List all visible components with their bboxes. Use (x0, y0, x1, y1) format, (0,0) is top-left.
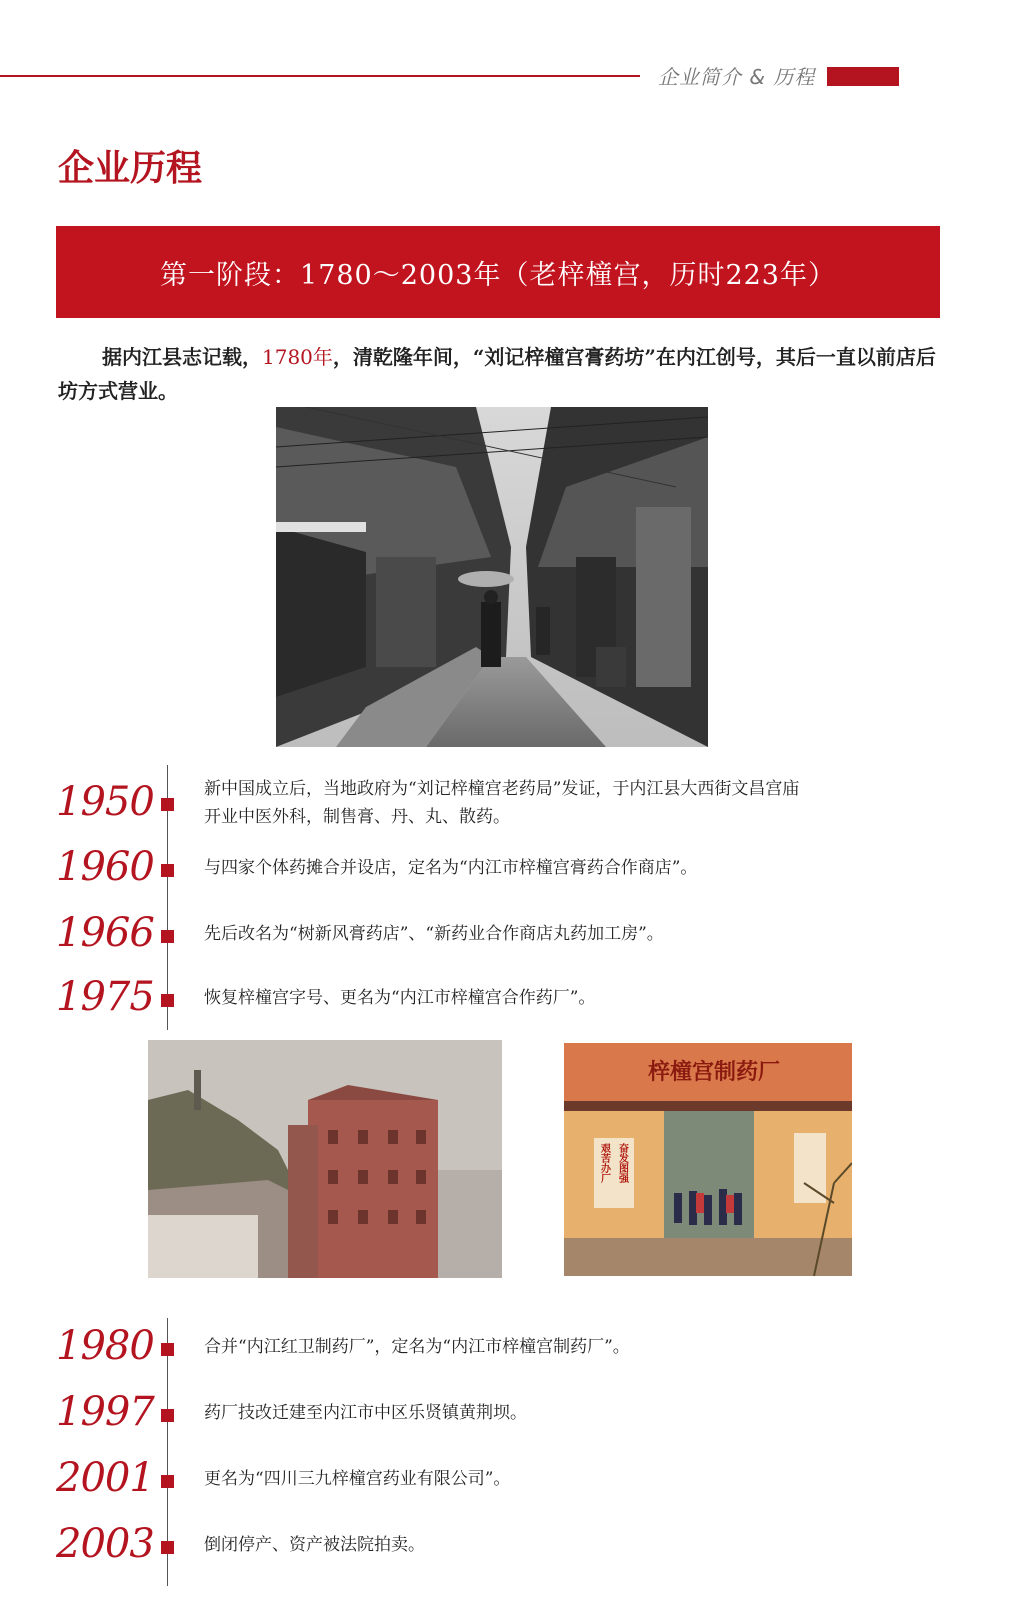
timeline-marker (161, 930, 174, 943)
timeline-1950-1975 (0, 765, 1029, 1030)
timeline-text: 先后改名为“树新风膏药店”、“新药业合作商店丸药加工房”。 (204, 924, 664, 944)
intro-text-before: 据内江县志记载， (102, 345, 262, 369)
timeline-year: 1975 (56, 974, 154, 1020)
intro-year-highlight: 1780年 (262, 345, 333, 369)
timeline-year: 1966 (56, 910, 154, 956)
intro-text-after: ，清乾隆年间，“刘记梓橦宫膏药坊”在内江创号，其后一直以前店后坊方式营业。 (58, 345, 936, 403)
timeline-marker (161, 1343, 174, 1356)
factory-gate-photo (564, 1043, 852, 1276)
timeline-1980-2003 (0, 1318, 1029, 1586)
old-factory-building-photo (148, 1040, 502, 1278)
stage-title: 第一阶段：1780～2003年（老梓橦宫，历时223年） (160, 259, 836, 291)
left-slogan-text: 艰苦办厂 (598, 1143, 610, 1183)
timeline-text: 更名为“四川三九梓橦宫药业有限公司”。 (204, 1469, 511, 1489)
timeline-marker (161, 994, 174, 1007)
timeline-year: 1997 (56, 1389, 154, 1435)
timeline-year: 2003 (56, 1521, 154, 1567)
right-slogan-text: 奋发图强 (616, 1143, 628, 1183)
timeline-marker (161, 1409, 174, 1422)
timeline-marker (161, 1541, 174, 1554)
factory-sign-text: 梓橦宫制药厂 (647, 1059, 781, 1085)
timeline-year: 1960 (56, 844, 154, 890)
header-accent-block (827, 67, 899, 86)
timeline-year: 1980 (56, 1323, 154, 1369)
timeline-text: 新中国成立后，当地政府为“刘记梓橦宫老药局”发证，于内江县大西街文昌宫庙开业中医外科，制售膏、丹、丸、散药。 (204, 779, 800, 827)
old-street-photo (276, 407, 708, 747)
timeline-year: 2001 (56, 1455, 154, 1501)
header-rule (0, 75, 640, 77)
timeline-marker (161, 864, 174, 877)
timeline-year: 1950 (56, 779, 154, 825)
timeline-marker (161, 798, 174, 811)
timeline-text: 与四家个体药摊合并设店，定名为“内江市梓橦宫膏药合作商店”。 (204, 858, 698, 878)
intro-paragraph (58, 340, 942, 408)
section-title: 企业历程 (58, 147, 203, 189)
timeline-text: 合并“内江红卫制药厂”，定名为“内江市梓橦宫制药厂”。 (204, 1337, 630, 1357)
timeline-text: 恢复梓橦宫字号、更名为“内江市梓橦宫合作药厂”。 (204, 988, 596, 1008)
stage-banner (56, 226, 940, 318)
header-label: 企业简介 & 历程 (658, 65, 816, 89)
timeline-text: 药厂技改迁建至内江市中区乐贤镇黄荆坝。 (204, 1403, 527, 1423)
timeline-text: 倒闭停产、资产被法院拍卖。 (204, 1535, 425, 1555)
timeline-marker (161, 1475, 174, 1488)
